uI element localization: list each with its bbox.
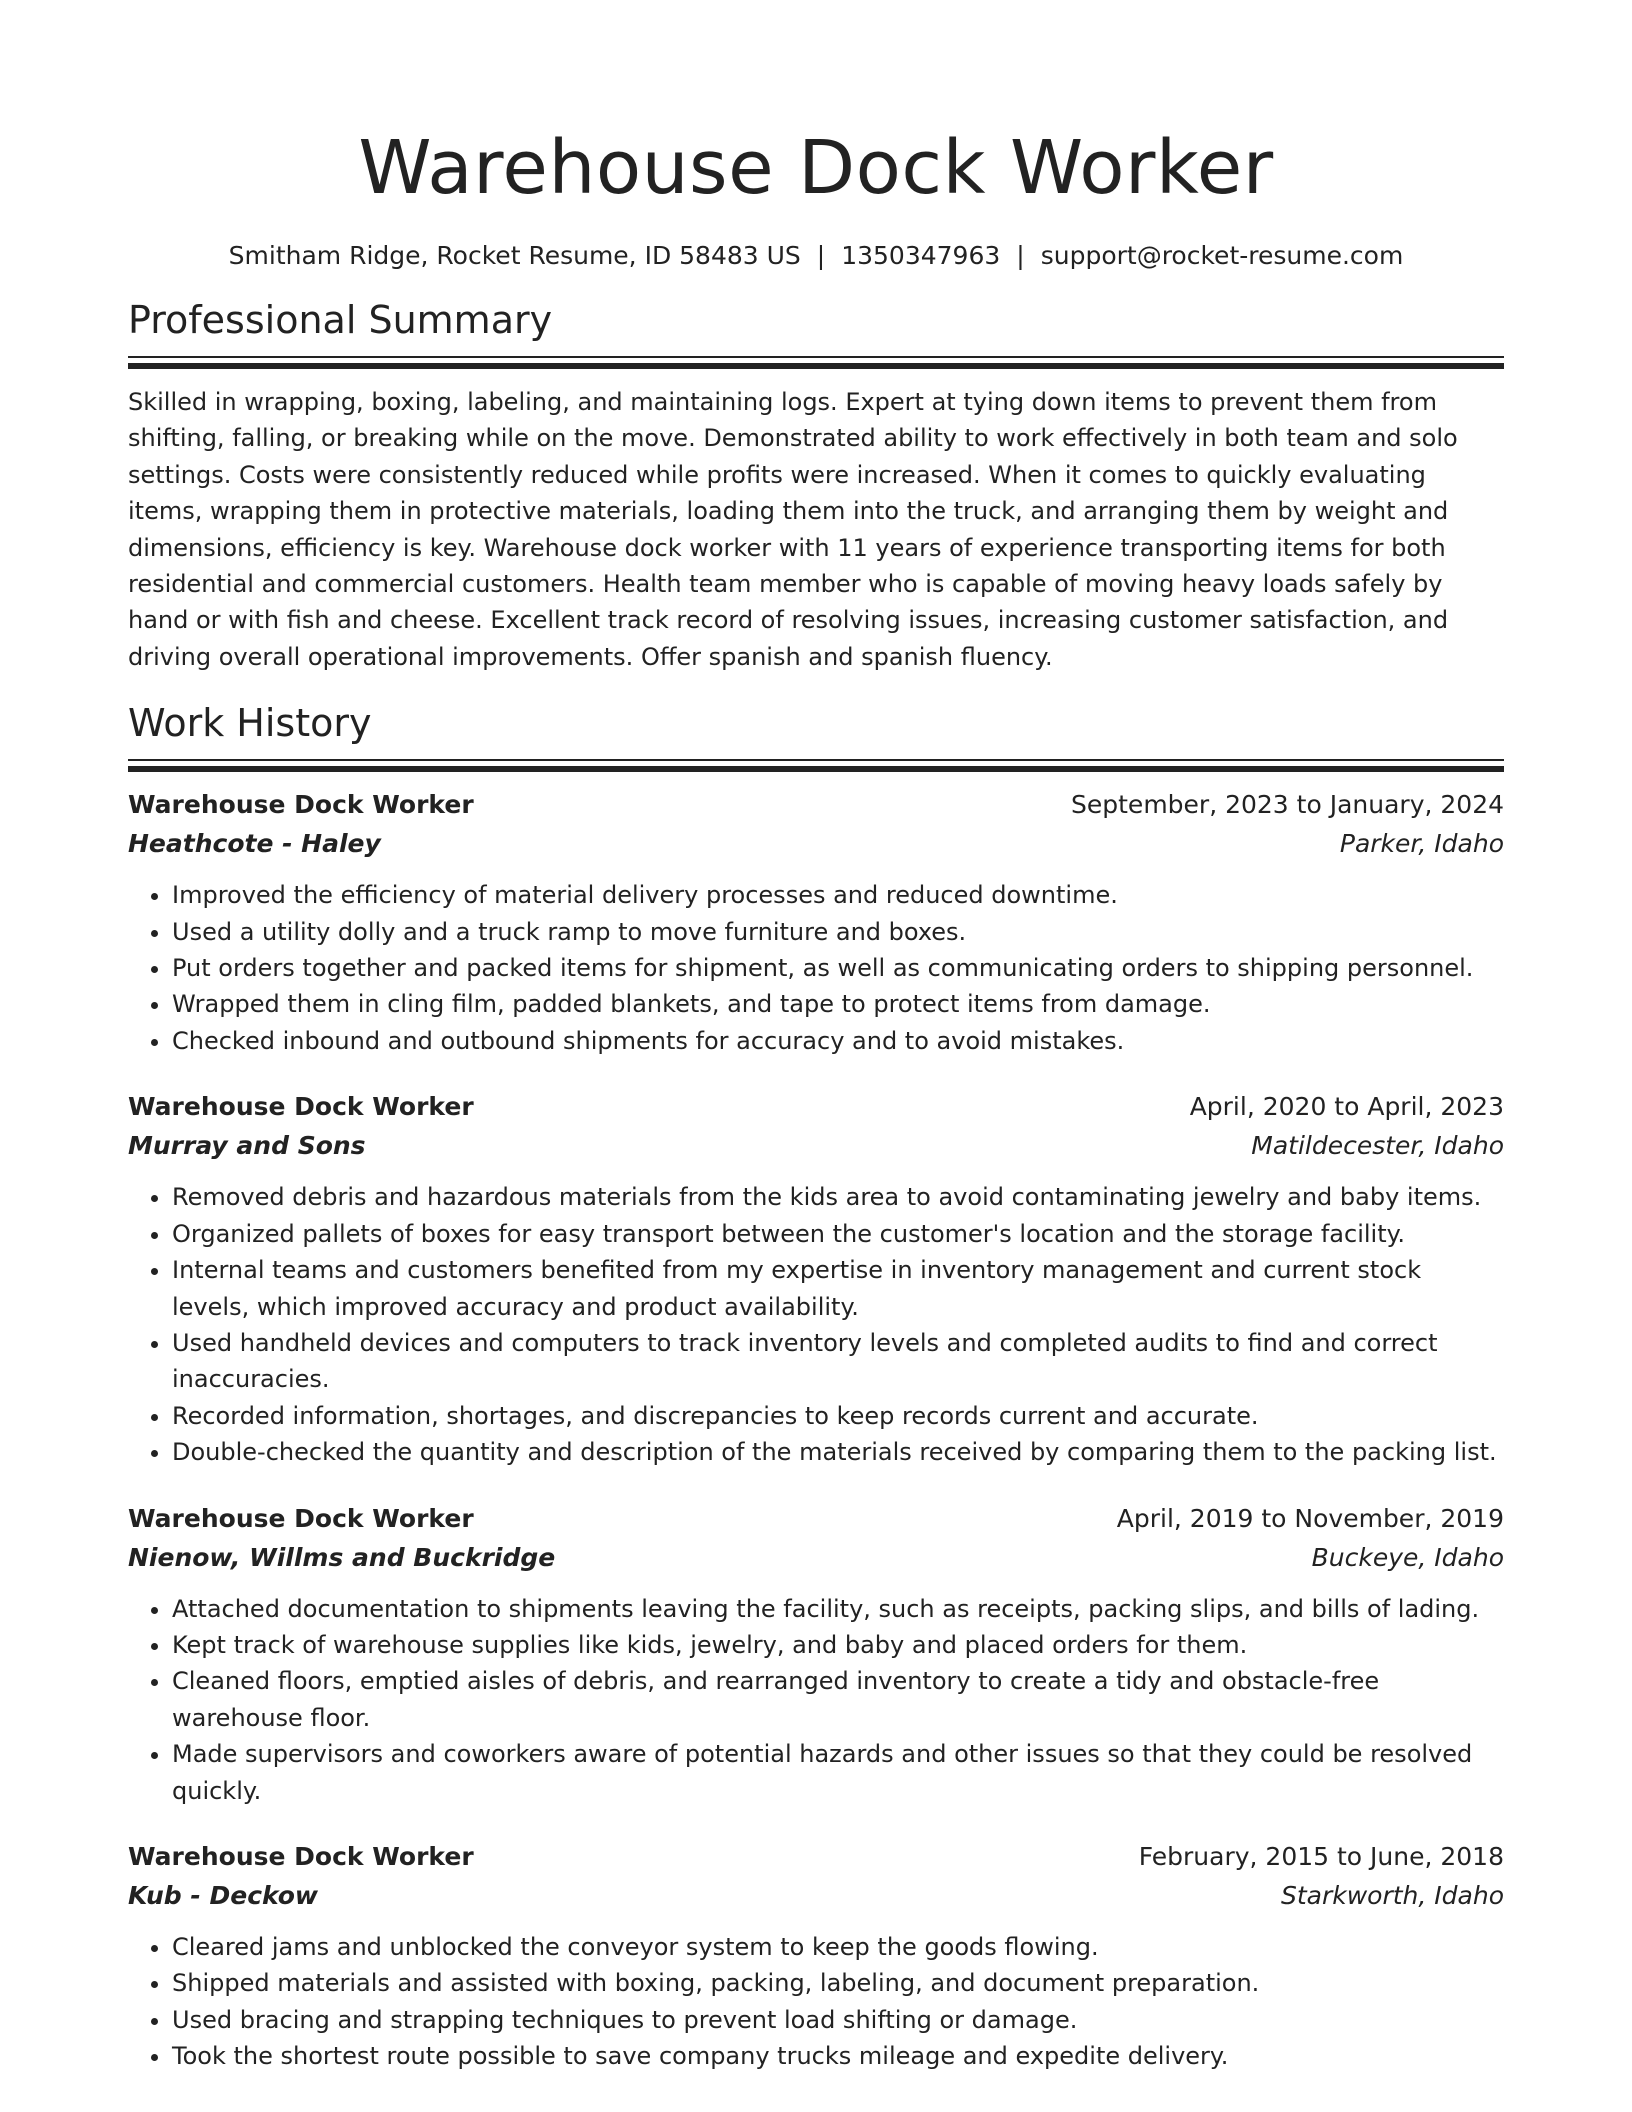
job-company: Heathcote - Haley [128,829,381,859]
job-bullet: • Used a utility dolly and a truck ramp to move furniture and boxes. [172,914,1504,950]
job-entry [128,1499,1504,1809]
job-header-row [128,1087,1504,1126]
job-bullet: • Double-checked the quantity and description of the materials received by comparing them to the packing list. [172,1434,1504,1470]
job-title: Warehouse Dock Worker [128,1503,474,1533]
job-bullet: • Attached documentation to shipments leaving the facility, such as receipts, packing slips, and bills of lading. [172,1591,1504,1627]
job-company-row [128,1538,1504,1577]
contact-separator: | [1016,241,1025,270]
resume-name: Warehouse Dock Worker [358,125,1274,211]
resume-page [128,0,1504,2075]
job-bullet: • Put orders together and packed items for shipment, as well as communicating orders to shipping personnel. [172,950,1504,986]
job-company: Murray and Sons [128,1131,366,1161]
job-title: Warehouse Dock Worker [128,1841,474,1871]
job-entry [128,785,1504,1059]
job-header-row [128,1499,1504,1538]
job-company-row [128,1876,1504,1915]
job-bullet: • Took the shortest route possible to save company trucks mileage and expedite delivery. [172,2038,1504,2074]
section-divider [128,356,1504,370]
job-company: Kub - Deckow [128,1880,319,1910]
job-header-row [128,1837,1504,1876]
job-bullet: • Recorded information, shortages, and discrepancies to keep records current and accurate. [172,1398,1504,1434]
job-header-row [128,785,1504,824]
job-dates: September, 2023 to January, 2024 [1071,790,1504,820]
job-bullet: • Organized pallets of boxes for easy transport between the customer's location and the storage facility. [172,1216,1504,1252]
contact-line [128,238,1504,274]
job-location: Buckeye, Idaho [1311,1542,1504,1572]
job-dates: April, 2019 to November, 2019 [1116,1503,1504,1533]
contact-phone: 1350347963 [841,241,1001,270]
job-bullet: • Cleaned floors, emptied aisles of debris, and rearranged inventory to create a tidy and obstacle-free warehouse floor. [172,1663,1504,1736]
job-location: Matildecester, Idaho [1251,1131,1504,1161]
job-bullet: • Used handheld devices and computers to track inventory levels and completed audits to find and correct inaccuracies. [172,1325,1504,1398]
job-bullet: • Shipped materials and assisted with boxing, packing, labeling, and document preparation. [172,1965,1504,2001]
job-company-row [128,1126,1504,1165]
job-dates: April, 2020 to April, 2023 [1189,1092,1504,1122]
job-bullet: • Kept track of warehouse supplies like kids, jewelry, and baby and placed orders for them. [172,1627,1504,1663]
summary-text: Skilled in wrapping, boxing, labeling, and maintaining logs. Expert at tying down items to prevent them from shifting, falling, or breaking while on the move. Demonstrated ability to work effectively in both team and solo settings. Costs were consistently reduced while profits were increased. When it comes to quickly evaluating items, wrapping them in protective materials, loading them into the truck, and arranging them by weight and dimensions, efficiency is key. Warehouse dock worker with 11 years of experience transporting items for both residential and commercial customers. Health team member who is capable of moving heavy loads safely by hand or with fish and cheese. Excellent track record of resolving issues, increasing customer satisfaction, and driving overall operational improvements. Offer spanish and spanish fluency. [128,388,1458,671]
job-bullets [128,1591,1504,1809]
job-bullet: • Cleared jams and unblocked the conveyor system to keep the goods flowing. [172,1929,1504,1965]
job-bullet: • Checked inbound and outbound shipments for accuracy and to avoid mistakes. [172,1023,1504,1059]
job-bullet: • Removed debris and hazardous materials from the kids area to avoid contaminating jewelry and baby items. [172,1179,1504,1215]
job-entry [128,1087,1504,1470]
job-dates: February, 2015 to June, 2018 [1138,1841,1504,1871]
job-bullet: • Improved the efficiency of material delivery processes and reduced downtime. [172,877,1504,913]
job-entry [128,1837,1504,2075]
job-bullets [128,1179,1504,1470]
job-bullets [128,877,1504,1059]
job-title: Warehouse Dock Worker [128,1092,474,1122]
job-location: Starkworth, Idaho [1280,1880,1504,1910]
section-title-work-history: Work History [128,701,372,746]
contact-address: Smitham Ridge, Rocket Resume, ID 58483 US [228,241,801,270]
job-location: Parker, Idaho [1339,829,1504,859]
job-bullet: • Internal teams and customers benefited from my expertise in inventory management and current stock levels, which improved accuracy and product availability. [172,1252,1504,1325]
job-company: Nienow, Willms and Buckridge [128,1542,556,1572]
job-bullet: • Made supervisors and coworkers aware of potential hazards and other issues so that they could be resolved quickly. [172,1736,1504,1809]
contact-separator: | [816,241,826,270]
job-bullets [128,1929,1504,2075]
section-title-summary: Professional Summary [128,298,553,342]
work-history-section [128,699,1504,2074]
contact-email: support@rocket-resume.com [1040,241,1404,270]
job-company-row [128,824,1504,863]
professional-summary-section [128,296,1504,675]
job-bullet: • Wrapped them in cling film, padded blankets, and tape to protect items from damage. [172,986,1504,1022]
section-divider [128,759,1504,773]
job-title: Warehouse Dock Worker [128,790,474,820]
job-bullet: • Used bracing and strapping techniques to prevent load shifting or damage. [172,2002,1504,2038]
